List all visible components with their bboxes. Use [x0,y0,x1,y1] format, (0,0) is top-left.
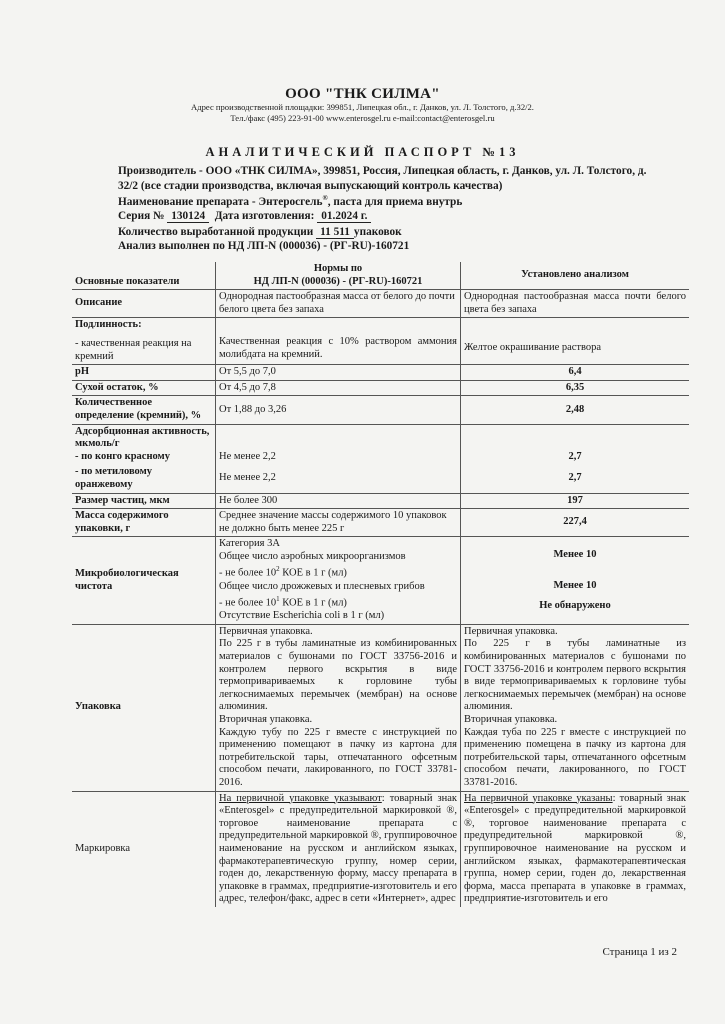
row-label: Масса содержимого упаковки, г [72,509,216,537]
packaging-result-primary-title: Первичная упаковка. [464,625,558,637]
row-norm [216,791,461,907]
table-header-row [72,262,689,290]
header-result: Установлено анализом [461,262,690,290]
adsorption-sub2-label: - по метиловому оранжевому [75,466,152,490]
row-norm: Однородная пастообразная масса от белого до почти белого цвета без запаха [216,290,461,318]
analysis-table [72,262,689,907]
row-result: 227,4 [461,509,690,537]
table-row [72,318,689,365]
adsorption-sub2-norm: Не менее 2,2 [219,472,276,484]
manufacturer-line: Производитель - ООО «ТНК СИЛМА», 399851, Россия, Липецкая область, г. Данков, ул. Л. Толстого, д. 32/2 (все стадии производства, включая выпускающий контроль качества) [118,165,647,192]
table-row [72,537,689,625]
date-label: Дата изготовления: [214,210,315,222]
micro-result-yeast: Менее 10 [553,579,597,591]
table-row [72,380,689,396]
row-norm: Не более 300 [216,493,461,509]
micro-result-ecoli: Не обнаружено [539,600,611,612]
packaging-norm-primary: По 225 г в тубы ламинатные из комбинированных материалов с бушонами по ГОСТ 33756-2016 и контролем первого вскрытия в виде термопривариваемых к горловине тубы легкоснимаемых перемычек (мембран) на основе алюминия. [219,638,457,713]
header-norms-line1: Нормы по [313,263,363,274]
row-norm: От 1,88 до 3,26 [216,396,461,424]
product-name-line [118,194,462,208]
marking-norm-text: : товарный знак «Enterosgel» с предупредительной маркировкой ®, торговое наименование препарата с предупредительной маркировкой ®, группировочное наименование на русском и английском языках, фармакотерапевтическую группу, номер серии, годен до, лекарственную форму, массу препарата в упаковке в граммах, предприятие-изготовитель и его адрес, телефон/факс, адрес в сети «Интернет», адрес [219,792,457,905]
quantity-line [118,226,402,239]
row-result: 6,4 [461,365,690,381]
row-norm: Качественная реакция с 10% раствором аммония молибдата на кремний. [216,318,461,365]
row-label: Размер частиц, мкм [72,493,216,509]
table-row [72,396,689,424]
table-row [72,290,689,318]
row-norm: Среднее значение массы содержимого 10 упаковок не должно быть менее 225 г [216,509,461,537]
row-label: Количественное определение (кремний), % [72,396,216,424]
authenticity-sub-label: - качественная реакция на кремний [75,337,192,362]
row-label: Микробиологическая чистота [72,537,216,625]
adsorption-sub2-result: 2,7 [568,472,582,484]
header-norms [216,262,461,290]
row-result: 6,35 [461,380,690,396]
adsorption-sub1-label: - по конго красному [75,450,170,462]
micro-category: Категория 3А [219,538,280,550]
authenticity-label: Подлинность: [75,319,142,331]
row-label: Сухой остаток, % [72,380,216,396]
packaging-norm-secondary: Каждую тубу по 225 г вместе с инструкцией по применению помещают в пачку из картона для потребительской тары, отпечатанного офсетным способом печати, лакированного, по ГОСТ 33781-2016. [219,726,457,788]
quantity-value: 11 511 [316,226,354,239]
product-name-suffix: , паста для приема внутрь [327,195,463,208]
analysis-line: Анализ выполнен по НД ЛП-N (000036) - (РГ-RU)-160721 [118,240,410,252]
micro-yeast: Общее число дрожжевых и плесневых грибов [219,580,425,592]
company-name: ООО "ТНК СИЛМА" [285,86,440,102]
marking-norm-lead: На первичной упаковке указывают [219,792,382,804]
quantity-label: Количество выработанной продукции [118,226,314,238]
adsorption-sub1-norm: Не менее 2,2 [219,450,276,462]
packaging-result-secondary: Каждая туба по 225 г вместе с инструкцией по применению помещена в пачку из картона для потребительской тары, отпечатанного офсетным способом печати, лакированного, по ГОСТ 33781-2016. [464,726,686,788]
table-row [72,493,689,509]
adsorption-sub1-result: 2,7 [568,450,582,462]
series-value: 130124 [167,210,209,223]
row-label: pH [72,365,216,381]
row-norm [216,424,461,493]
table-row [72,424,689,493]
product-mark: ® [322,194,328,202]
product-name-label: Наименование препарата - Энтеросгель [118,195,323,208]
header-indicators: Основные показатели [72,262,216,290]
company-address: Адрес производственной площадки: 399851, Липецкая обл., г. Данков, ул. Л. Толстого, д.32/2. [191,102,534,112]
series-label: Серия № [118,210,165,222]
micro-yeast-limit: - не более $10^1$ КОЕ в 1 г (мл) [219,595,347,609]
row-result: Желтое окрашивание раствора [461,318,690,365]
row-result [461,537,690,625]
packaging-norm-primary-title: Первичная упаковка. [219,625,313,637]
adsorption-label: Адсорбционная активность, мкмоль/г [75,425,210,450]
row-label: Описание [72,290,216,318]
passport-title: АНАЛИТИЧЕСКИЙ ПАСПОРТ №13 [205,145,520,159]
micro-result-aerobic: Менее 10 [553,549,597,561]
table-row [72,791,689,907]
packaging-result-secondary-title: Вторичная упаковка. [464,714,558,725]
row-result [461,791,690,907]
row-label: Маркировка [75,842,131,854]
row-norm [216,537,461,625]
row-norm [216,624,461,791]
row-result: Однородная пастообразная масса почти белого цвета без запаха [461,290,690,318]
table-row [72,365,689,381]
micro-aerobic: Общее число аэробных микроорганизмов [219,550,406,562]
date-value: 01.2024 г. [317,210,371,223]
table-row [72,509,689,537]
micro-ecoli: Отсутствие Escherichia coli в 1 г (мл) [219,610,385,622]
marking-result-text: : товарный знак «Enterosgel» с предупредительной маркировкой ®, торговое наименование препарата с предупредительной маркировкой ®, группировочное наименование на русском и английском языках, фармакотерапевтическая группа, номер серии, годен до, лекарственная форма, масса препарата в упаковке в граммах, предприятие-изготовитель и его [464,792,687,905]
row-result [461,424,690,493]
micro-aerobic-limit: - не более $10^2$ КОЕ в 1 г (мл) [219,565,347,579]
row-label [72,318,216,365]
packaging-norm-secondary-title: Вторичная упаковка. [219,714,313,725]
row-result [461,624,690,791]
header-norms-line2: НД ЛП-N (000036) - (РГ-RU)-160721 [253,275,423,287]
packaging-result-primary: По 225 г в тубы ламинатные из комбинированных материалов с бушонами по ГОСТ 33756-2016 и контролем первого вскрытия в виде термопривариваемых к горловине тубы легкоснимаемых перемычек (мембран) на основе алюминия. [464,638,686,713]
row-result: 197 [461,493,690,509]
quantity-unit: упаковок [353,226,402,238]
row-label [72,424,216,493]
company-contacts: Тел./факс (495) 223-91-00 www.enterosgel.ru e-mail:contact@enterosgel.ru [230,113,495,123]
row-norm: От 4,5 до 7,8 [216,380,461,396]
row-label: Упаковка [72,624,216,791]
row-norm: От 5,5 до 7,0 [216,365,461,381]
page-number: Страница 1 из 2 [602,946,677,958]
marking-result-lead: На первичной упаковке указаны [464,792,613,804]
table-row [72,624,689,791]
series-line [118,210,371,223]
row-result: 2,48 [461,396,690,424]
